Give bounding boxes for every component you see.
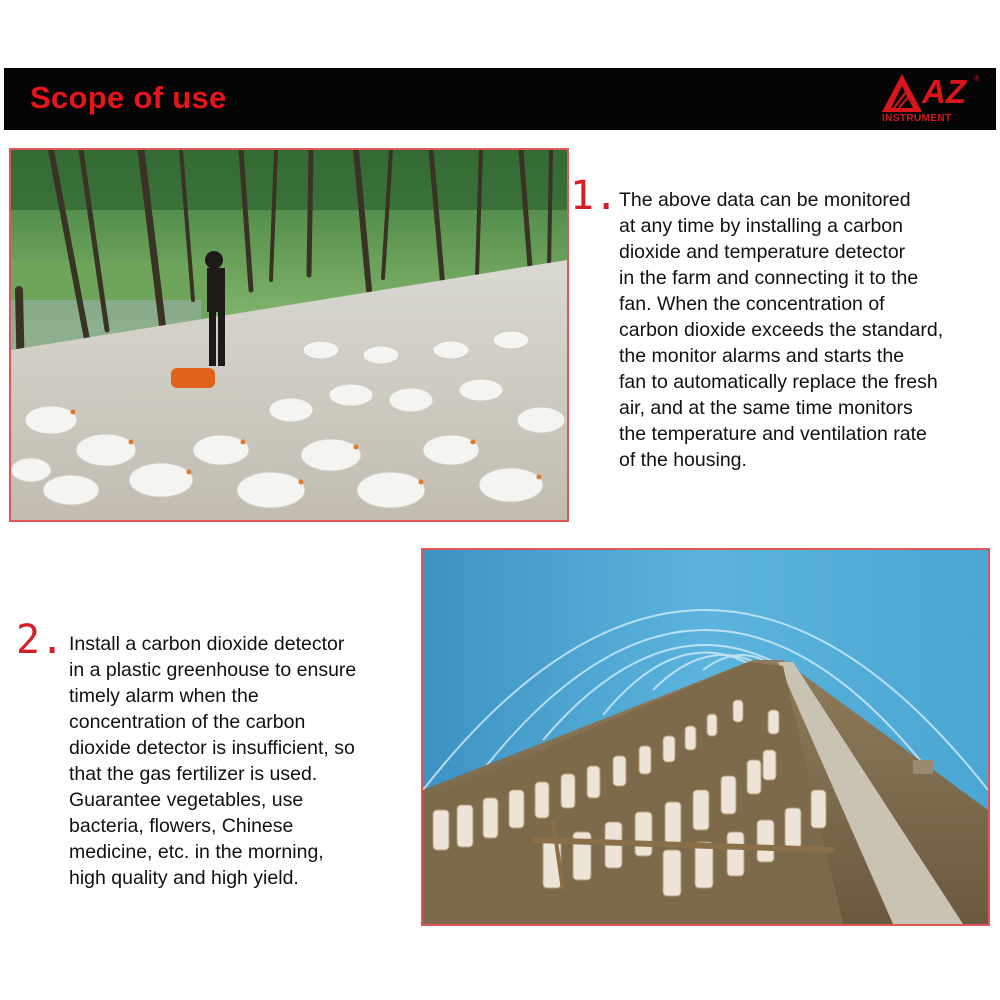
mushroom-greenhouse-photo xyxy=(421,548,990,926)
az-instrument-logo xyxy=(878,72,982,126)
section-2-number: 2. xyxy=(16,617,65,663)
greenhouse-image-icon xyxy=(423,550,988,924)
page-title: Scope of use xyxy=(30,80,227,115)
triangle-logo-icon xyxy=(880,72,924,114)
logo-subtitle: INSTRUMENT xyxy=(882,113,952,124)
section-1-number: 1. xyxy=(570,173,619,219)
page-header xyxy=(4,68,996,130)
section-2-text: Install a carbon dioxide detector in a plastic greenhouse to ensure timely alarm when the concentration of the carbon dioxide detector is insufficient, so that the gas fertilizer is used. Guarantee vegetables, use bacteria, flowers, Chinese medicine, etc. in the morning, high quality and high yield. xyxy=(69,633,357,889)
goose-farm-photo xyxy=(9,148,569,522)
section-1-text: The above data can be monitored at any time by installing a carbon dioxide and temperature detector in the farm and connecting it to the fan. When the concentration of carbon dioxide exceeds the standard, the monitor alarms and starts the fan to automatically replace the fresh air, and at the same time monitors the temperature and ventilation rate of the housing. xyxy=(619,189,944,471)
goose-farm-image-icon xyxy=(11,150,567,520)
logo-word: AZ xyxy=(922,73,966,110)
registered-mark: ® xyxy=(974,74,980,83)
